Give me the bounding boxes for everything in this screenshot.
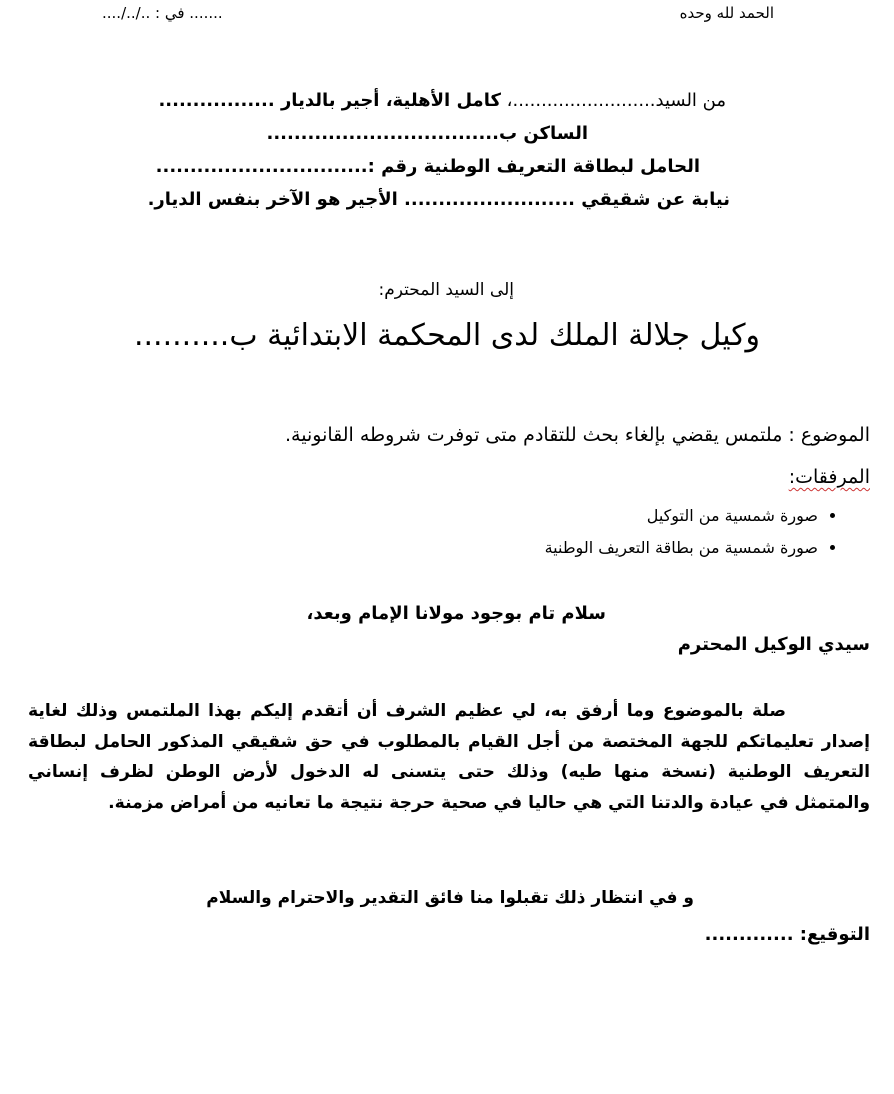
signature-line: التوقيع: ............. [704,924,870,945]
recipient-title: وكيل جلالة الملك لدى المحكمة الابتدائية ب.......... [133,318,761,353]
closing-line: و في انتظار ذلك تقبلوا منا فائق التقدير والاحترام والسلام [206,888,694,908]
attachment-item: • صورة شمسية من التوكيل [545,500,818,532]
sender-address: الساكن ب.................................. [266,123,588,144]
letter-body: صلة بالموضوع وما أرفق به، لي عظيم الشرف أن أتقدم إليكم بهذا الملتمس وذلك لغاية إصدار تعليماتكم للجهة المختصة من أجل القيام بالمطلوب في حق شقيقي المذكور الحامل لبطاقة التعريف الوطنية (نسخة منها طيه) وذلك حتى يتسنى له الدخول لأرض الوطن لظرف إنساني والمتمثل في عيادة والدتنا التي هي حاليا في صحية حرجة نتيجة ما تعانيه من أمراض مزمنة. [28,701,870,813]
sender-name: من السيد.........................، [500,90,726,111]
sender-id-number: الحامل لبطاقة التعريف الوطنية رقم :............................... [155,156,700,177]
subject-line: الموضوع : ملتمس يقضي بإلغاء بحث للتقادم متى توفرت شروطه القانونية. [285,424,870,446]
attachments-label: المرفقات: [788,466,870,488]
attachment-item: • صورة شمسية من بطاقة التعريف الوطنية [545,532,818,564]
sender-line-1 [158,84,726,117]
greeting: سلام تام بوجود مولانا الإمام وبعد، [306,603,606,624]
header-praise: الحمد لله وحده [679,4,774,22]
header-place-date: ....... في : ../../.... [102,4,223,22]
recipient-label: إلى السيد المحترم: [378,280,514,300]
sender-status: كامل الأهلية، أجير بالديار ................. [158,90,501,111]
attachments-list [545,500,846,564]
sender-proxy: نيابة عن شقيقي ......................... الأجير هو الآخر بنفس الديار. [147,189,730,210]
salutation: سيدي الوكيل المحترم [677,634,870,655]
